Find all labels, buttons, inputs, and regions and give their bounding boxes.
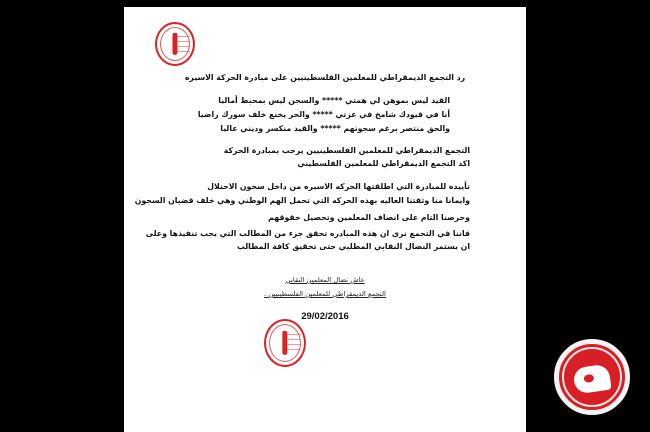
support-line: تأييده للمبادرة التي اطلقتها الحركه الاسيره من داخل سجون الاحتلال xyxy=(207,182,470,191)
verse-line: القيد ليس بموهن لي همتي ***** والسجن ليس بمحبط أماليا xyxy=(218,96,450,105)
logo-mark-icon xyxy=(572,364,611,395)
rights-line: وحرصنا التام على انصاف المعلمين وتحصيل حقوقهم xyxy=(268,213,470,222)
seal-emblem xyxy=(282,331,287,356)
news-watermark-logo xyxy=(554,339,630,415)
support-line: وايمانا منا وثقتنا العاليه بهذه الحركه التي تحمل الهم الوطني وهي خلف قضبان السجون xyxy=(134,196,470,205)
organization-seal-top xyxy=(155,22,195,66)
welcome-line: اكد التجمع الديمقراطي للمعلمين الفلسطيني xyxy=(297,159,470,168)
organization-seal-bottom xyxy=(264,319,306,367)
seal-emblem xyxy=(172,33,177,55)
demands-line: ان يستمر النضال النقابي المطلبي حتى تحقيق كافة المطالب xyxy=(236,242,470,251)
welcome-line: التجمع الديمقراطي للمعلمين الفلسطينيين يرحب بمبادرة الحركة xyxy=(223,146,470,155)
document-title: رد التجمع الديمقراطي للمعلمين الفلسطينيين على مبادرة الحركة الاسيره xyxy=(184,73,466,82)
document-date: 29/02/2016 xyxy=(301,311,349,322)
verse-line: أنا في قيودك شامخ في عزتي ***** والحر يخنع خلف سورك راضيا xyxy=(197,110,450,119)
signature-line: عاش نضال المعلمين النقابي xyxy=(285,276,365,284)
verse-line: والحق منتصر برغم سجونهم ***** والقيد منكسر وديني عاليا xyxy=(220,124,450,133)
demands-line: فاننا في التجمع نرى ان هذه المبادره تحقق جزء من المطالب التي يجب تنفيذها وعلى xyxy=(145,229,470,238)
signature-line: التجمع الديمقراطي للمعلمين الفلسطينيين . xyxy=(264,290,386,298)
